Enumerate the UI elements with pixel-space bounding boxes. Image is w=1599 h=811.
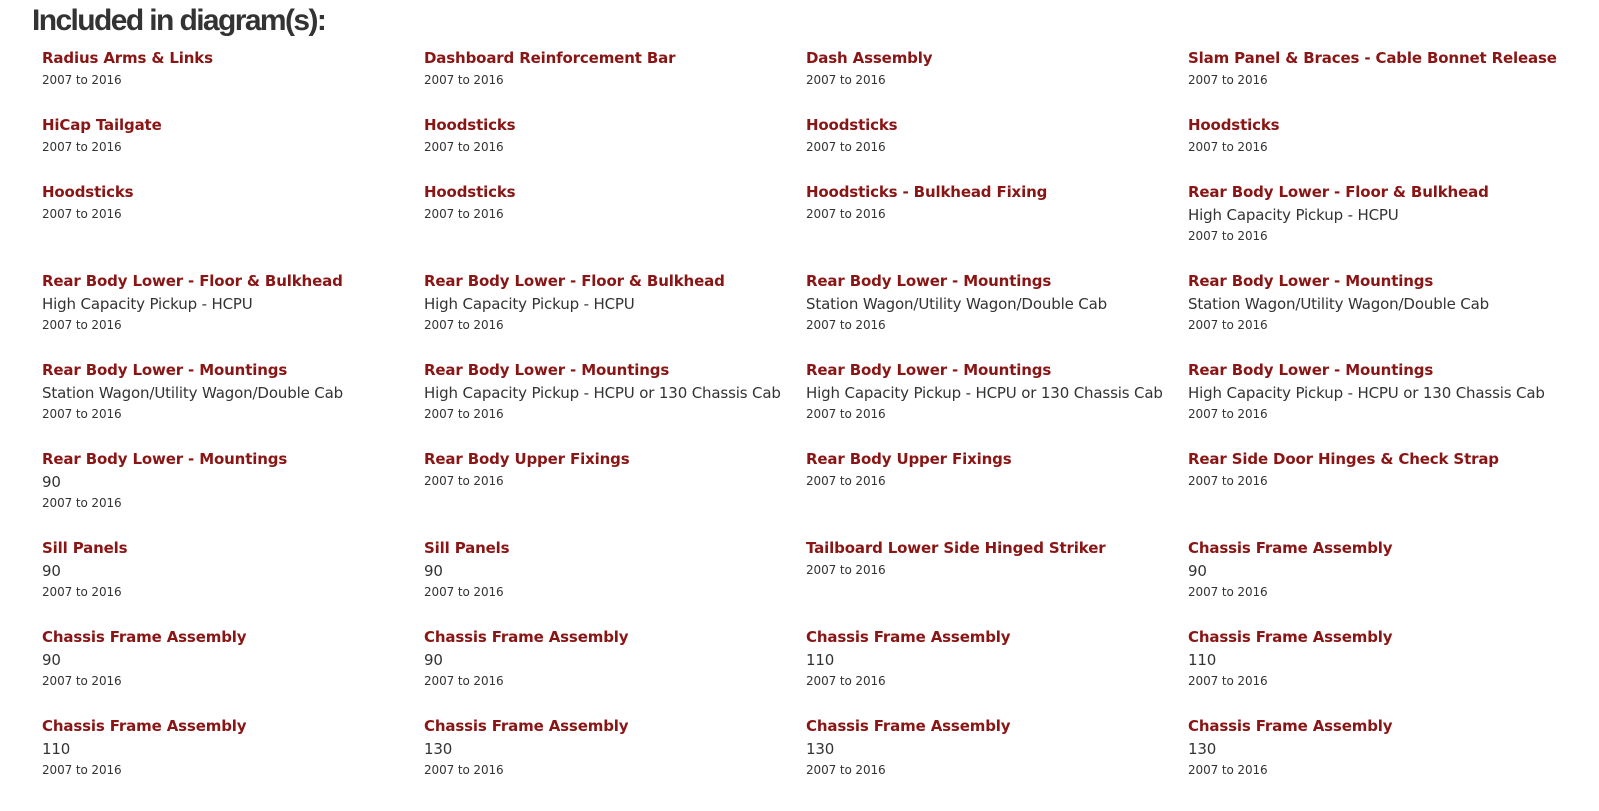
diagram-item [1188, 182, 1570, 244]
diagram-item [42, 716, 424, 778]
diagram-years: 2007 to 2016 [424, 207, 504, 221]
diagram-years: 2007 to 2016 [1188, 318, 1268, 332]
diagram-link[interactable]: Chassis Frame Assembly [1188, 539, 1393, 557]
diagram-years: 2007 to 2016 [42, 585, 122, 599]
diagram-variant: 90 [1188, 562, 1207, 580]
diagram-variant: 90 [424, 651, 443, 669]
diagram-link[interactable]: Rear Body Lower - Floor & Bulkhead [42, 272, 343, 290]
diagram-years: 2007 to 2016 [42, 318, 122, 332]
diagram-item [806, 449, 1188, 489]
diagram-years: 2007 to 2016 [424, 318, 504, 332]
diagram-item [806, 182, 1188, 222]
diagram-link[interactable]: Chassis Frame Assembly [424, 717, 629, 735]
diagram-link[interactable]: Rear Body Lower - Mountings [806, 272, 1052, 290]
diagram-link[interactable]: Dashboard Reinforcement Bar [424, 49, 676, 67]
diagram-row [42, 48, 1592, 115]
diagram-link[interactable]: Rear Body Lower - Mountings [1188, 361, 1434, 379]
diagram-link[interactable]: Slam Panel & Braces - Cable Bonnet Release [1188, 49, 1557, 67]
diagram-variant: High Capacity Pickup - HCPU [424, 295, 635, 313]
diagram-item [1188, 360, 1570, 422]
diagram-item [1188, 538, 1570, 600]
diagram-row [42, 271, 1592, 360]
diagram-item [806, 271, 1188, 333]
diagram-variant: High Capacity Pickup - HCPU or 130 Chassis Cab [424, 384, 781, 402]
diagram-row [42, 449, 1592, 538]
diagram-link[interactable]: Rear Body Lower - Mountings [806, 361, 1052, 379]
diagram-item [806, 627, 1188, 689]
diagram-years: 2007 to 2016 [806, 674, 886, 688]
diagram-item [424, 182, 806, 222]
diagram-link[interactable]: Chassis Frame Assembly [806, 628, 1011, 646]
diagram-link[interactable]: Chassis Frame Assembly [42, 717, 247, 735]
diagram-link[interactable]: Rear Body Lower - Floor & Bulkhead [1188, 183, 1489, 201]
diagram-row [42, 360, 1592, 449]
diagram-years: 2007 to 2016 [42, 207, 122, 221]
diagram-variant: 130 [424, 740, 453, 758]
diagram-link[interactable]: Dash Assembly [806, 49, 933, 67]
diagram-item [42, 449, 424, 511]
diagram-link[interactable]: Radius Arms & Links [42, 49, 213, 67]
diagram-item [424, 48, 806, 88]
diagram-item [1188, 449, 1570, 489]
diagram-item [806, 115, 1188, 155]
diagram-variant: 110 [806, 651, 835, 669]
diagram-item [424, 538, 806, 600]
diagram-link[interactable]: Tailboard Lower Side Hinged Striker [806, 539, 1106, 557]
diagram-row [42, 538, 1592, 627]
diagram-years: 2007 to 2016 [42, 73, 122, 87]
diagram-variant: 90 [42, 473, 61, 491]
diagram-item [42, 360, 424, 422]
diagram-years: 2007 to 2016 [424, 140, 504, 154]
diagram-years: 2007 to 2016 [806, 73, 886, 87]
diagram-variant: 90 [42, 562, 61, 580]
diagram-years: 2007 to 2016 [1188, 474, 1268, 488]
diagram-years: 2007 to 2016 [42, 140, 122, 154]
diagram-variant: 110 [42, 740, 71, 758]
diagram-variant: 130 [806, 740, 835, 758]
diagram-item [1188, 115, 1570, 155]
diagram-years: 2007 to 2016 [1188, 73, 1268, 87]
diagram-link[interactable]: Rear Body Lower - Floor & Bulkhead [424, 272, 725, 290]
diagram-item [42, 538, 424, 600]
diagram-link[interactable]: HiCap Tailgate [42, 116, 162, 134]
diagram-item [424, 271, 806, 333]
diagram-link[interactable]: Rear Body Upper Fixings [424, 450, 630, 468]
diagram-item [806, 538, 1188, 578]
diagram-row [42, 627, 1592, 716]
diagram-item [806, 48, 1188, 88]
diagram-item [1188, 48, 1570, 88]
diagram-link[interactable]: Hoodsticks [806, 116, 898, 134]
diagram-link[interactable]: Hoodsticks [424, 116, 516, 134]
diagram-item [42, 48, 424, 88]
diagram-years: 2007 to 2016 [1188, 140, 1268, 154]
diagram-variant: 110 [1188, 651, 1217, 669]
diagram-item [42, 115, 424, 155]
diagram-variant: Station Wagon/Utility Wagon/Double Cab [42, 384, 344, 402]
diagram-variant: High Capacity Pickup - HCPU or 130 Chassis Cab [806, 384, 1163, 402]
page-heading: Included in diagram(s): [32, 4, 326, 37]
diagram-link[interactable]: Hoodsticks [424, 183, 516, 201]
diagram-variant: Station Wagon/Utility Wagon/Double Cab [1188, 295, 1490, 313]
diagram-link[interactable]: Chassis Frame Assembly [806, 717, 1011, 735]
diagram-years: 2007 to 2016 [42, 674, 122, 688]
diagram-item [42, 182, 424, 222]
diagram-link[interactable]: Rear Body Upper Fixings [806, 450, 1012, 468]
diagram-row [42, 115, 1592, 182]
diagram-variant: 130 [1188, 740, 1217, 758]
diagram-item [1188, 716, 1570, 778]
diagram-years: 2007 to 2016 [1188, 229, 1268, 243]
diagram-link[interactable]: Sill Panels [424, 539, 510, 557]
diagram-years: 2007 to 2016 [806, 318, 886, 332]
diagram-years: 2007 to 2016 [806, 474, 886, 488]
diagram-item [424, 115, 806, 155]
diagram-years: 2007 to 2016 [806, 407, 886, 421]
diagram-years: 2007 to 2016 [806, 207, 886, 221]
diagram-link[interactable]: Rear Body Lower - Mountings [42, 450, 288, 468]
diagram-years: 2007 to 2016 [42, 496, 122, 510]
diagram-years: 2007 to 2016 [424, 474, 504, 488]
diagram-years: 2007 to 2016 [806, 140, 886, 154]
diagram-link[interactable]: Hoodsticks [1188, 116, 1280, 134]
diagram-item [806, 716, 1188, 778]
diagram-link[interactable]: Chassis Frame Assembly [1188, 717, 1393, 735]
diagram-item [424, 627, 806, 689]
diagram-row [42, 182, 1592, 271]
diagram-item [1188, 271, 1570, 333]
diagram-years: 2007 to 2016 [806, 563, 886, 577]
diagram-row [42, 716, 1592, 805]
diagram-link[interactable]: Rear Side Door Hinges & Check Strap [1188, 450, 1499, 468]
diagram-variant: Station Wagon/Utility Wagon/Double Cab [806, 295, 1108, 313]
diagram-link[interactable]: Rear Body Lower - Mountings [424, 361, 670, 379]
diagram-link[interactable]: Hoodsticks [42, 183, 134, 201]
diagram-list [42, 48, 1592, 805]
diagram-years: 2007 to 2016 [1188, 763, 1268, 777]
diagram-years: 2007 to 2016 [1188, 407, 1268, 421]
diagram-item [424, 449, 806, 489]
diagram-item [42, 627, 424, 689]
diagram-years: 2007 to 2016 [1188, 585, 1268, 599]
diagram-item [1188, 627, 1570, 689]
diagram-years: 2007 to 2016 [424, 585, 504, 599]
diagram-variant: 90 [42, 651, 61, 669]
diagram-variant: High Capacity Pickup - HCPU [42, 295, 253, 313]
diagram-years: 2007 to 2016 [424, 407, 504, 421]
diagram-item [806, 360, 1188, 422]
diagram-item [42, 271, 424, 333]
diagram-link[interactable]: Hoodsticks - Bulkhead Fixing [806, 183, 1048, 201]
diagram-years: 2007 to 2016 [1188, 674, 1268, 688]
diagram-link[interactable]: Sill Panels [42, 539, 128, 557]
diagram-link[interactable]: Rear Body Lower - Mountings [1188, 272, 1434, 290]
diagram-link[interactable]: Chassis Frame Assembly [424, 628, 629, 646]
diagram-variant: High Capacity Pickup - HCPU [1188, 206, 1399, 224]
diagram-item [424, 716, 806, 778]
diagram-years: 2007 to 2016 [42, 407, 122, 421]
diagram-years: 2007 to 2016 [424, 73, 504, 87]
diagram-years: 2007 to 2016 [424, 674, 504, 688]
diagram-link[interactable]: Chassis Frame Assembly [1188, 628, 1393, 646]
diagram-item [424, 360, 806, 422]
diagram-link[interactable]: Chassis Frame Assembly [42, 628, 247, 646]
diagram-years: 2007 to 2016 [42, 763, 122, 777]
diagram-years: 2007 to 2016 [424, 763, 504, 777]
diagram-link[interactable]: Rear Body Lower - Mountings [42, 361, 288, 379]
diagram-variant: 90 [424, 562, 443, 580]
diagram-years: 2007 to 2016 [806, 763, 886, 777]
diagram-variant: High Capacity Pickup - HCPU or 130 Chassis Cab [1188, 384, 1545, 402]
